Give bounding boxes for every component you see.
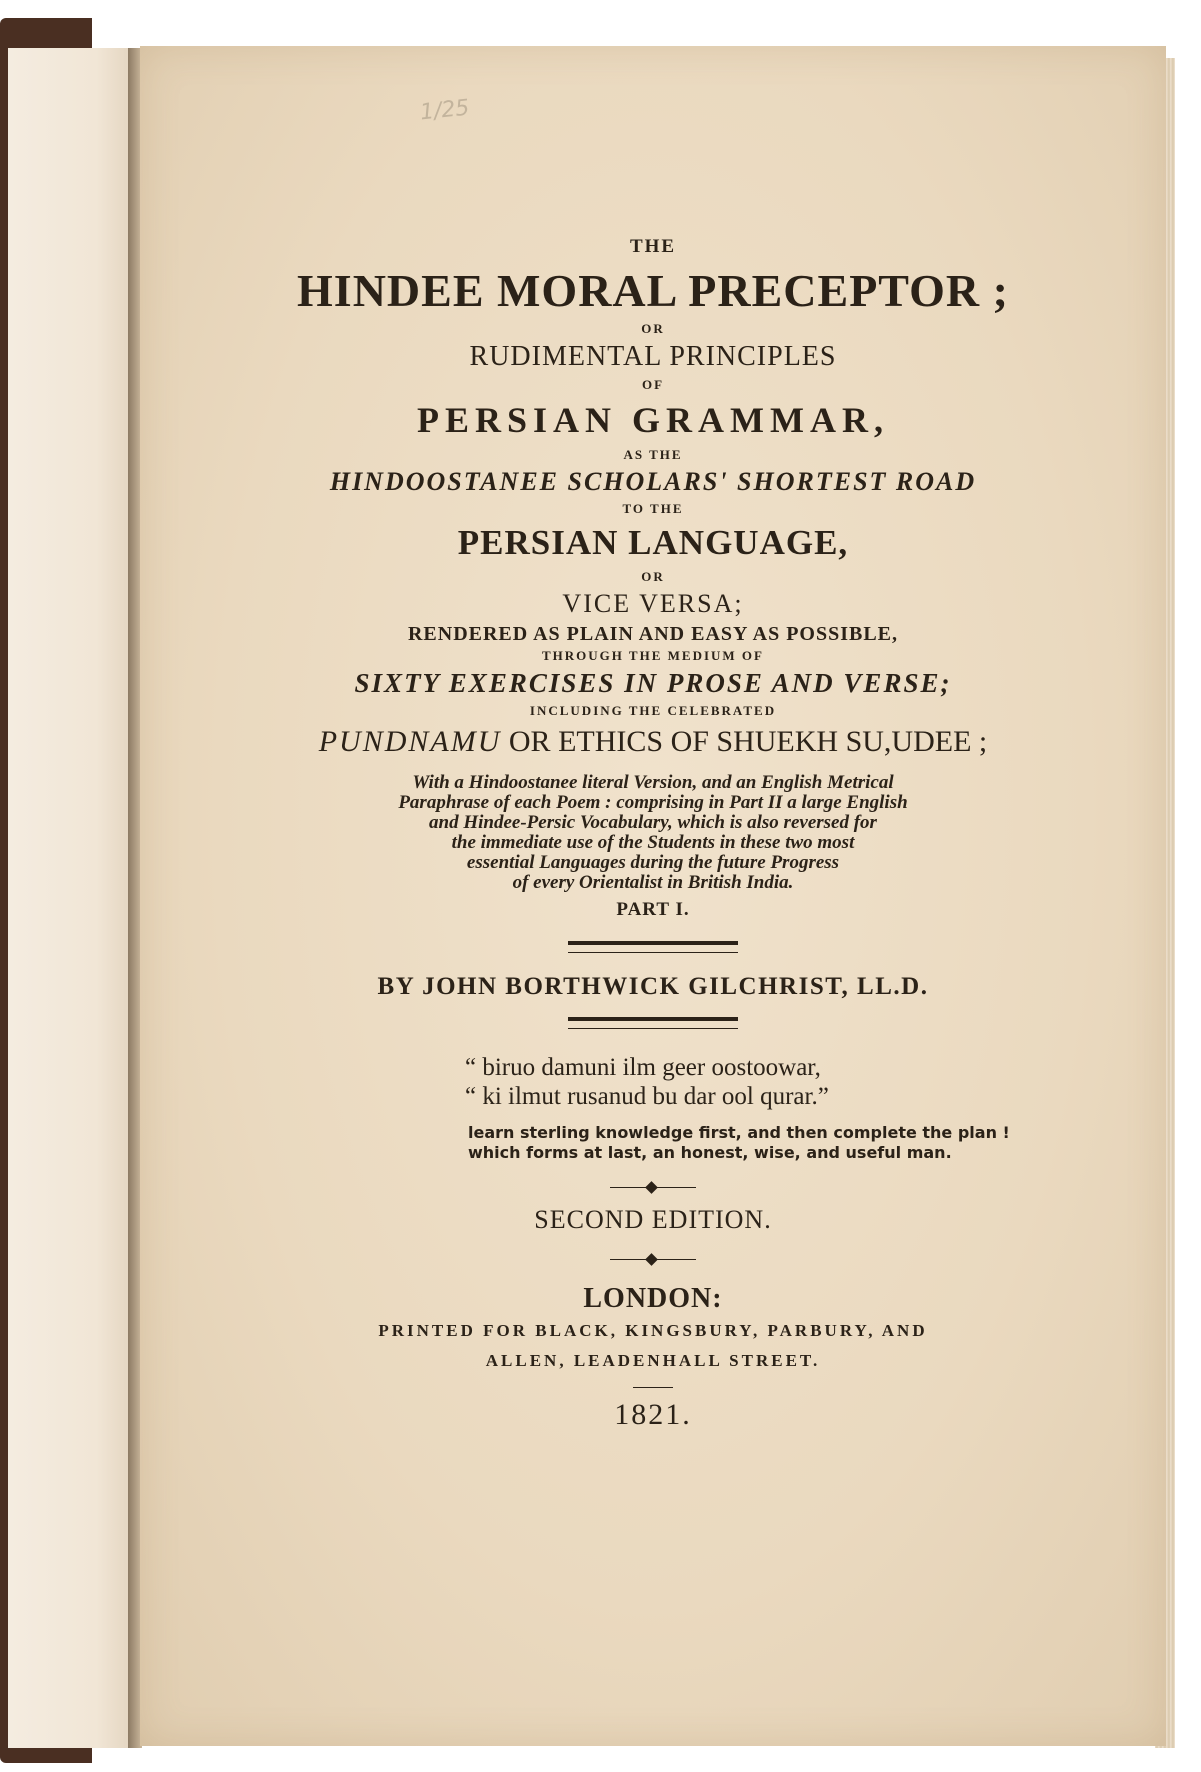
connector-of: OF bbox=[641, 377, 665, 392]
subtitle-rendered: RENDERED AS PLAIN AND EASY AS POSSIBLE, bbox=[407, 623, 899, 645]
description-line: essential Languages during the future Progress bbox=[466, 852, 840, 873]
verse-translation bbox=[140, 1123, 1166, 1163]
connector-including: INCLUDING THE CELEBRATED bbox=[529, 703, 777, 718]
translation-line: learn sterling knowledge first, and then complete the plan ! bbox=[468, 1123, 1010, 1142]
description-line: With a Hindoostanee literal Version, and an English Metrical bbox=[412, 772, 894, 793]
title-the: THE bbox=[629, 236, 677, 257]
pencil-note: 1/25 bbox=[418, 95, 471, 126]
subtitle-persian-grammar: PERSIAN GRAMMAR, bbox=[417, 400, 889, 440]
translation-line: which forms at last, an honest, wise, and useful man. bbox=[468, 1143, 952, 1162]
double-rule-bottom bbox=[568, 1017, 738, 1029]
subtitle-hindoostanee: HINDOOSTANEE SCHOLARS' SHORTEST ROAD bbox=[329, 467, 977, 496]
imprint-year: 1821. bbox=[614, 1398, 692, 1431]
description-line: the immediate use of the Students in these two most bbox=[451, 832, 855, 853]
pundnamu-word: PUNDNAMU bbox=[318, 725, 502, 758]
description-block bbox=[140, 773, 1166, 893]
part-number: PART I. bbox=[616, 899, 690, 920]
subtitle-pundnamu bbox=[140, 725, 1166, 759]
description-line: Paraphrase of each Poem : comprising in Part II a large English bbox=[398, 792, 908, 813]
ethics-text: OR ETHICS OF SHUEKH SU,UDEE ; bbox=[501, 725, 988, 758]
short-rule bbox=[633, 1387, 673, 1388]
imprint-city: LONDON: bbox=[583, 1283, 723, 1314]
connector-or-2: OR bbox=[641, 569, 665, 584]
subtitle-vice-versa: VICE VERSA; bbox=[562, 589, 744, 618]
subtitle-sixty-exercises: SIXTY EXERCISES IN PROSE AND VERSE; bbox=[354, 668, 952, 698]
verse-line: “ ki ilmut rusanud bu dar ool qurar.” bbox=[465, 1083, 829, 1110]
main-title: HINDEE MORAL PRECEPTOR ; bbox=[297, 265, 1009, 316]
author-line: BY JOHN BORTHWICK GILCHRIST, LL.D. bbox=[377, 973, 929, 1000]
connector-to-the: TO THE bbox=[622, 501, 684, 516]
imprint-printer-line-2: ALLEN, LEADENHALL STREET. bbox=[485, 1351, 821, 1370]
imprint-printer-line-1: PRINTED FOR BLACK, KINGSBURY, PARBURY, AND bbox=[378, 1321, 928, 1340]
connector-as-the: AS THE bbox=[623, 447, 683, 462]
subtitle-persian-language: PERSIAN LANGUAGE, bbox=[457, 523, 849, 562]
double-rule-top bbox=[568, 941, 738, 953]
verse-quote bbox=[140, 1053, 1166, 1111]
subtitle-rudimental: RUDIMENTAL PRINCIPLES bbox=[469, 341, 837, 372]
facing-blank-leaf bbox=[8, 48, 135, 1748]
description-line: of every Orientalist in British India. bbox=[512, 872, 794, 893]
edition-line: SECOND EDITION. bbox=[534, 1205, 772, 1234]
title-page bbox=[140, 46, 1166, 1746]
description-line: and Hindee-Persic Vocabulary, which is also reversed for bbox=[429, 812, 877, 833]
connector-through: THROUGH THE MEDIUM OF bbox=[542, 648, 764, 663]
ornament-rule bbox=[610, 1255, 696, 1265]
connector-or: OR bbox=[641, 321, 665, 336]
ornament-rule bbox=[610, 1183, 696, 1193]
title-page-text bbox=[140, 236, 1166, 1432]
verse-line: “ biruo damuni ilm geer oostoowar, bbox=[465, 1054, 821, 1081]
